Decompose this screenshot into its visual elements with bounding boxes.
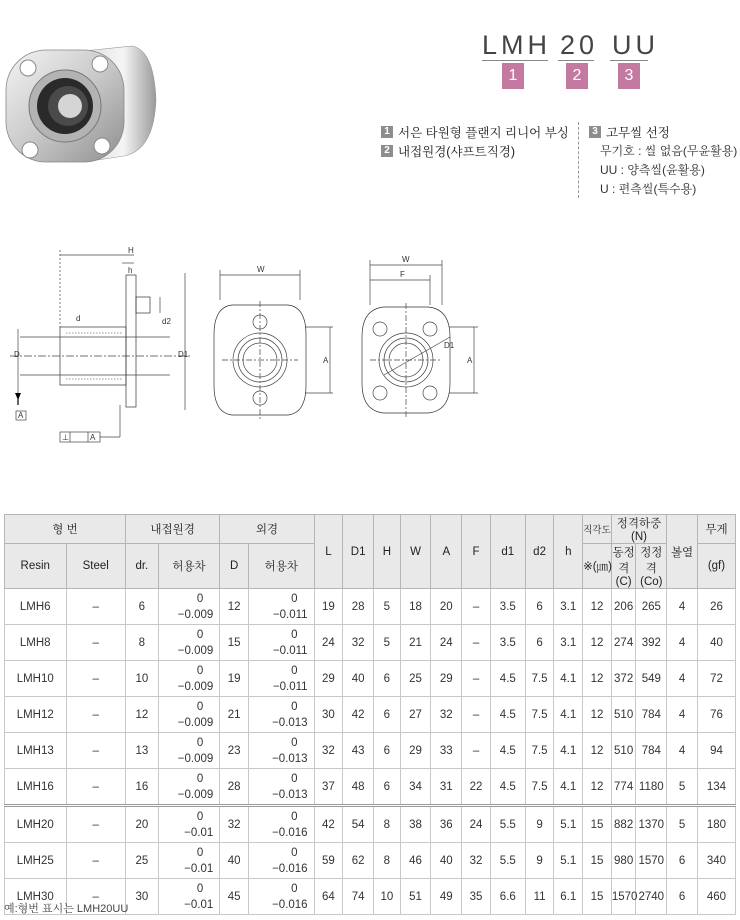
cell-weight: 76 [697, 697, 735, 733]
cell-c: 510 [611, 697, 636, 733]
cell-l: 37 [314, 769, 343, 806]
cell-d1: 48 [343, 769, 374, 806]
legend-num-2: 2 [381, 145, 393, 157]
cell-balls: 6 [667, 843, 698, 879]
cell-perp: 12 [583, 769, 612, 806]
table-row [5, 589, 736, 625]
cell-dr: 10 [125, 661, 158, 697]
tol-lower: −0.016 [272, 826, 308, 839]
cell-h: 5 [374, 589, 401, 625]
table-row [5, 843, 736, 879]
cell-f: 35 [462, 879, 491, 915]
cell-resin: LMH20 [5, 806, 67, 843]
cell-d1: 40 [343, 661, 374, 697]
cell-h: 6 [374, 697, 401, 733]
tol-lower: −0.009 [177, 752, 214, 765]
cell-resin: LMH13 [5, 733, 67, 769]
cell-d1: 32 [343, 625, 374, 661]
cell-resin: LMH10 [5, 661, 67, 697]
th-d1: D1 [343, 515, 374, 589]
th-stat: 정정격(Co) [636, 544, 667, 589]
tol-lower: −0.013 [272, 752, 308, 765]
cell-w: 25 [400, 661, 431, 697]
cell-d1: 4.5 [490, 733, 525, 769]
cell-a: 32 [431, 697, 462, 733]
seal-option-u: U : 편측씰(특수용) [600, 182, 697, 196]
tol-lower: −0.013 [272, 716, 308, 729]
cell-perp: 15 [583, 879, 612, 915]
th-model: 형 번 [5, 515, 126, 544]
cell-f: 22 [462, 769, 491, 806]
tol-upper: 0 [291, 772, 298, 785]
cell-dr: 20 [125, 806, 158, 843]
cell-a: 49 [431, 879, 462, 915]
cell-co: 784 [636, 697, 667, 733]
cell-co: 1180 [636, 769, 667, 806]
tol-lower: −0.009 [177, 644, 214, 657]
front-view-2 [362, 260, 478, 417]
cell-a: 24 [431, 625, 462, 661]
front-view-1 [214, 270, 333, 419]
code-badge-2: 2 [566, 63, 588, 89]
tol-upper: 0 [196, 882, 204, 895]
technical-drawing [0, 245, 500, 450]
cell-d2: 9 [525, 806, 554, 843]
cell-co: 265 [636, 589, 667, 625]
cell-f: 24 [462, 806, 491, 843]
cell-d1: 4.5 [490, 697, 525, 733]
cell-d1: 3.5 [490, 625, 525, 661]
cell-l: 42 [314, 806, 343, 843]
cell-d: 40 [220, 843, 249, 879]
cell-d2: 7.5 [525, 733, 554, 769]
cell-c: 774 [611, 769, 636, 806]
label-d-small: d [76, 314, 81, 323]
cell-dr: 12 [125, 697, 158, 733]
tol-upper: 0 [291, 846, 298, 859]
cell-h: 3.1 [554, 589, 583, 625]
tol-upper: 0 [291, 592, 298, 605]
cell-resin: LMH6 [5, 589, 67, 625]
legend-label-1: 서은 타원형 플랜지 리니어 부싱 [398, 125, 569, 140]
label-a-1: A [323, 356, 329, 365]
cell-perp: 12 [583, 589, 612, 625]
front-view-2-labels [400, 255, 473, 365]
table-row [5, 625, 736, 661]
cell-h: 4.1 [554, 697, 583, 733]
cell-dr-tol [158, 806, 220, 843]
label-datum: A [18, 411, 24, 420]
spec-table [4, 514, 736, 915]
cell-weight: 134 [697, 769, 735, 806]
cell-a: 36 [431, 806, 462, 843]
cell-d: 28 [220, 769, 249, 806]
cell-weight: 340 [697, 843, 735, 879]
code-series: LMH [482, 30, 552, 60]
cell-dr-tol [158, 697, 220, 733]
cell-l: 59 [314, 843, 343, 879]
th-D: D [220, 544, 249, 589]
cell-f: – [462, 625, 491, 661]
label-perp: ⊥ [62, 433, 69, 442]
label-w-2: W [402, 255, 410, 264]
cell-steel: – [66, 733, 125, 769]
cell-perp: 12 [583, 697, 612, 733]
cell-h: 5 [374, 625, 401, 661]
table-row [5, 661, 736, 697]
cell-weight: 26 [697, 589, 735, 625]
code-underline [482, 60, 548, 61]
th-balls: 볼열 [667, 515, 698, 589]
cell-dr: 8 [125, 625, 158, 661]
cell-perp: 12 [583, 661, 612, 697]
label-h-small: h [128, 266, 133, 275]
tol-lower: −0.01 [184, 898, 214, 911]
cell-f: – [462, 661, 491, 697]
cell-c: 882 [611, 806, 636, 843]
th-dr-tol: 허용차 [158, 544, 220, 589]
cell-d1: 28 [343, 589, 374, 625]
front-view-1-labels [257, 265, 329, 365]
cell-balls: 4 [667, 697, 698, 733]
cell-resin: LMH8 [5, 625, 67, 661]
cell-balls: 4 [667, 625, 698, 661]
cell-f: – [462, 697, 491, 733]
cell-perp: 12 [583, 733, 612, 769]
cell-steel: – [66, 843, 125, 879]
cell-steel: – [66, 879, 125, 915]
cell-weight: 72 [697, 661, 735, 697]
table-row [5, 697, 736, 733]
tol-lower: −0.016 [272, 898, 308, 911]
cell-l: 19 [314, 589, 343, 625]
cell-d2: 7.5 [525, 661, 554, 697]
cell-dr: 13 [125, 733, 158, 769]
cell-a: 40 [431, 843, 462, 879]
cell-D-tol [248, 589, 314, 625]
cell-D-tol [248, 661, 314, 697]
cell-d1: 5.5 [490, 806, 525, 843]
cell-balls: 6 [667, 879, 698, 915]
cell-steel: – [66, 806, 125, 843]
tol-upper: 0 [196, 736, 204, 749]
cell-d2: 11 [525, 879, 554, 915]
code-badge-3: 3 [618, 63, 640, 89]
cell-d1: 62 [343, 843, 374, 879]
cell-weight: 180 [697, 806, 735, 843]
cell-a: 31 [431, 769, 462, 806]
cell-d: 45 [220, 879, 249, 915]
cell-d1: 4.5 [490, 769, 525, 806]
cell-d1: 74 [343, 879, 374, 915]
cell-l: 24 [314, 625, 343, 661]
cell-d1: 6.6 [490, 879, 525, 915]
tol-upper: 0 [196, 772, 204, 785]
legend-left [381, 122, 569, 160]
cell-dr-tol [158, 879, 220, 915]
th-D-tol: 허용차 [248, 544, 314, 589]
seal-option-none: 무기호 : 씰 없음(무윤활용) [600, 144, 738, 158]
cell-dr: 16 [125, 769, 158, 806]
cell-c: 206 [611, 589, 636, 625]
label-d2: d2 [162, 317, 171, 326]
cell-d: 12 [220, 589, 249, 625]
code-seal: UU [612, 30, 659, 60]
header-row-1 [5, 515, 736, 544]
cell-c: 510 [611, 733, 636, 769]
cell-c: 980 [611, 843, 636, 879]
cell-f: 32 [462, 843, 491, 879]
tol-upper: 0 [196, 664, 204, 677]
cell-h: 5.1 [554, 806, 583, 843]
tol-upper: 0 [291, 664, 298, 677]
table-row [5, 733, 736, 769]
cell-c: 274 [611, 625, 636, 661]
tol-upper: 0 [196, 846, 204, 859]
th-l: L [314, 515, 343, 589]
label-h-cap: H [128, 246, 134, 255]
tol-lower: −0.01 [184, 826, 214, 839]
tol-lower: −0.009 [177, 608, 214, 621]
cell-h: 10 [374, 879, 401, 915]
tol-lower: −0.016 [272, 862, 308, 875]
cell-dr-tol [158, 733, 220, 769]
tol-lower: −0.011 [272, 608, 308, 621]
th-weight: 무게 [697, 515, 735, 544]
cell-D-tol [248, 733, 314, 769]
cell-d: 21 [220, 697, 249, 733]
cell-w: 27 [400, 697, 431, 733]
cell-a: 20 [431, 589, 462, 625]
tol-upper: 0 [196, 592, 204, 605]
cell-D-tol [248, 697, 314, 733]
cell-w: 29 [400, 733, 431, 769]
cell-co: 784 [636, 733, 667, 769]
cell-h: 8 [374, 806, 401, 843]
code-underline [610, 60, 648, 61]
cell-w: 18 [400, 589, 431, 625]
cell-D-tol [248, 625, 314, 661]
code-size: 20 [560, 30, 599, 60]
legend-label-3: 고무씰 선정 [606, 125, 670, 140]
cell-balls: 5 [667, 769, 698, 806]
cell-dr-tol [158, 843, 220, 879]
cell-h: 8 [374, 843, 401, 879]
cell-resin: LMH25 [5, 843, 67, 879]
cell-h: 5.1 [554, 843, 583, 879]
tol-lower: −0.011 [272, 644, 308, 657]
cell-h: 6 [374, 769, 401, 806]
table-row [5, 769, 736, 806]
code-underline [558, 60, 594, 61]
cell-c: 1570 [611, 879, 636, 915]
cell-D-tol [248, 843, 314, 879]
cell-d1: 4.5 [490, 661, 525, 697]
tol-upper: 0 [196, 628, 204, 641]
cell-d: 19 [220, 661, 249, 697]
cell-D-tol [248, 879, 314, 915]
cell-w: 51 [400, 879, 431, 915]
footnote: 예:형번 표시는 LMH20UU [4, 903, 129, 915]
th-w: W [400, 515, 431, 589]
cell-h: 3.1 [554, 625, 583, 661]
cell-a: 29 [431, 661, 462, 697]
code-badge-1: 1 [502, 63, 524, 89]
cell-resin: LMH12 [5, 697, 67, 733]
cell-l: 32 [314, 733, 343, 769]
th-perp: 직각도 [583, 515, 612, 544]
cell-balls: 5 [667, 806, 698, 843]
cell-co: 392 [636, 625, 667, 661]
cell-weight: 40 [697, 625, 735, 661]
cell-d: 32 [220, 806, 249, 843]
th-d1-small: d1 [490, 515, 525, 589]
cell-d1: 42 [343, 697, 374, 733]
th-f: F [462, 515, 491, 589]
tol-upper: 0 [196, 810, 204, 823]
th-steel: Steel [66, 544, 125, 589]
cell-h: 6.1 [554, 879, 583, 915]
th-dr: dr. [125, 544, 158, 589]
cell-weight: 460 [697, 879, 735, 915]
side-view-labels [14, 246, 189, 442]
cell-dr-tol [158, 625, 220, 661]
side-view [10, 250, 190, 442]
th-resin: Resin [5, 544, 67, 589]
tol-upper: 0 [291, 882, 298, 895]
cell-f: – [462, 589, 491, 625]
th-d2: d2 [525, 515, 554, 589]
product-photo [4, 40, 164, 180]
cell-D-tol [248, 769, 314, 806]
tol-lower: −0.009 [177, 680, 214, 693]
label-d1-2: D1 [444, 341, 455, 350]
cell-resin: LMH16 [5, 769, 67, 806]
cell-l: 64 [314, 879, 343, 915]
legend-num-3: 3 [589, 126, 601, 138]
cell-dr: 30 [125, 879, 158, 915]
cell-d2: 7.5 [525, 697, 554, 733]
cell-l: 30 [314, 697, 343, 733]
th-inner: 내접원경 [125, 515, 219, 544]
cell-steel: – [66, 769, 125, 806]
cell-d1: 5.5 [490, 843, 525, 879]
th-weight-unit: (gf) [697, 544, 735, 589]
th-perp-unit: ※(㎛) [583, 544, 612, 589]
th-dyn: 동정격(C) [611, 544, 636, 589]
cell-h: 6 [374, 661, 401, 697]
label-w-1: W [257, 265, 265, 274]
cell-w: 21 [400, 625, 431, 661]
cell-co: 549 [636, 661, 667, 697]
cell-w: 46 [400, 843, 431, 879]
cell-steel: – [66, 589, 125, 625]
cell-w: 34 [400, 769, 431, 806]
cell-balls: 4 [667, 661, 698, 697]
cell-perp: 12 [583, 625, 612, 661]
th-load: 정격하중(N) [611, 515, 666, 544]
cell-c: 372 [611, 661, 636, 697]
cell-d1: 54 [343, 806, 374, 843]
cell-perp: 15 [583, 806, 612, 843]
tol-upper: 0 [291, 628, 298, 641]
cell-h: 6 [374, 733, 401, 769]
label-d1: D1 [178, 350, 189, 359]
cell-dr-tol [158, 661, 220, 697]
cell-co: 2740 [636, 879, 667, 915]
cell-d1: 43 [343, 733, 374, 769]
legend-label-2: 내접원경(샤프트직경) [398, 144, 516, 159]
label-d-cap: D [14, 350, 20, 359]
legend-num-1: 1 [381, 126, 393, 138]
cell-co: 1370 [636, 806, 667, 843]
cell-h: 4.1 [554, 661, 583, 697]
cell-d2: 6 [525, 589, 554, 625]
cell-d2: 7.5 [525, 769, 554, 806]
cell-D-tol [248, 806, 314, 843]
label-f: F [400, 270, 405, 279]
th-outer: 외경 [220, 515, 314, 544]
cell-l: 29 [314, 661, 343, 697]
th-h: H [374, 515, 401, 589]
legend-right [589, 122, 737, 198]
cell-h: 4.1 [554, 733, 583, 769]
cell-d2: 9 [525, 843, 554, 879]
cell-balls: 4 [667, 733, 698, 769]
tol-lower: −0.01 [184, 862, 214, 875]
tol-lower: −0.011 [272, 680, 308, 693]
tol-upper: 0 [291, 736, 298, 749]
label-perp-ref: A [90, 433, 96, 442]
cell-dr: 6 [125, 589, 158, 625]
cell-a: 33 [431, 733, 462, 769]
tol-upper: 0 [291, 700, 298, 713]
cell-h: 4.1 [554, 769, 583, 806]
th-h-small: h [554, 515, 583, 589]
cell-resin: LMH30 [5, 879, 67, 915]
tol-lower: −0.009 [177, 788, 214, 801]
cell-co: 1570 [636, 843, 667, 879]
cell-balls: 4 [667, 589, 698, 625]
cell-steel: – [66, 661, 125, 697]
table-row [5, 806, 736, 843]
cell-dr-tol [158, 589, 220, 625]
cell-d: 15 [220, 625, 249, 661]
cell-dr: 25 [125, 843, 158, 879]
seal-option-uu: UU : 양측씰(윤활용) [600, 163, 705, 177]
th-a: A [431, 515, 462, 589]
cell-weight: 94 [697, 733, 735, 769]
tol-lower: −0.013 [272, 788, 308, 801]
cell-perp: 15 [583, 843, 612, 879]
spec-table-body [5, 589, 736, 915]
cell-w: 38 [400, 806, 431, 843]
cell-d: 23 [220, 733, 249, 769]
cell-d1: 3.5 [490, 589, 525, 625]
tol-upper: 0 [291, 810, 298, 823]
cell-steel: – [66, 625, 125, 661]
tol-upper: 0 [196, 700, 204, 713]
tol-lower: −0.009 [177, 716, 214, 729]
cell-dr-tol [158, 769, 220, 806]
cell-f: – [462, 733, 491, 769]
cell-d2: 6 [525, 625, 554, 661]
legend-divider [578, 122, 580, 198]
label-a-2: A [467, 356, 473, 365]
cell-steel: – [66, 697, 125, 733]
